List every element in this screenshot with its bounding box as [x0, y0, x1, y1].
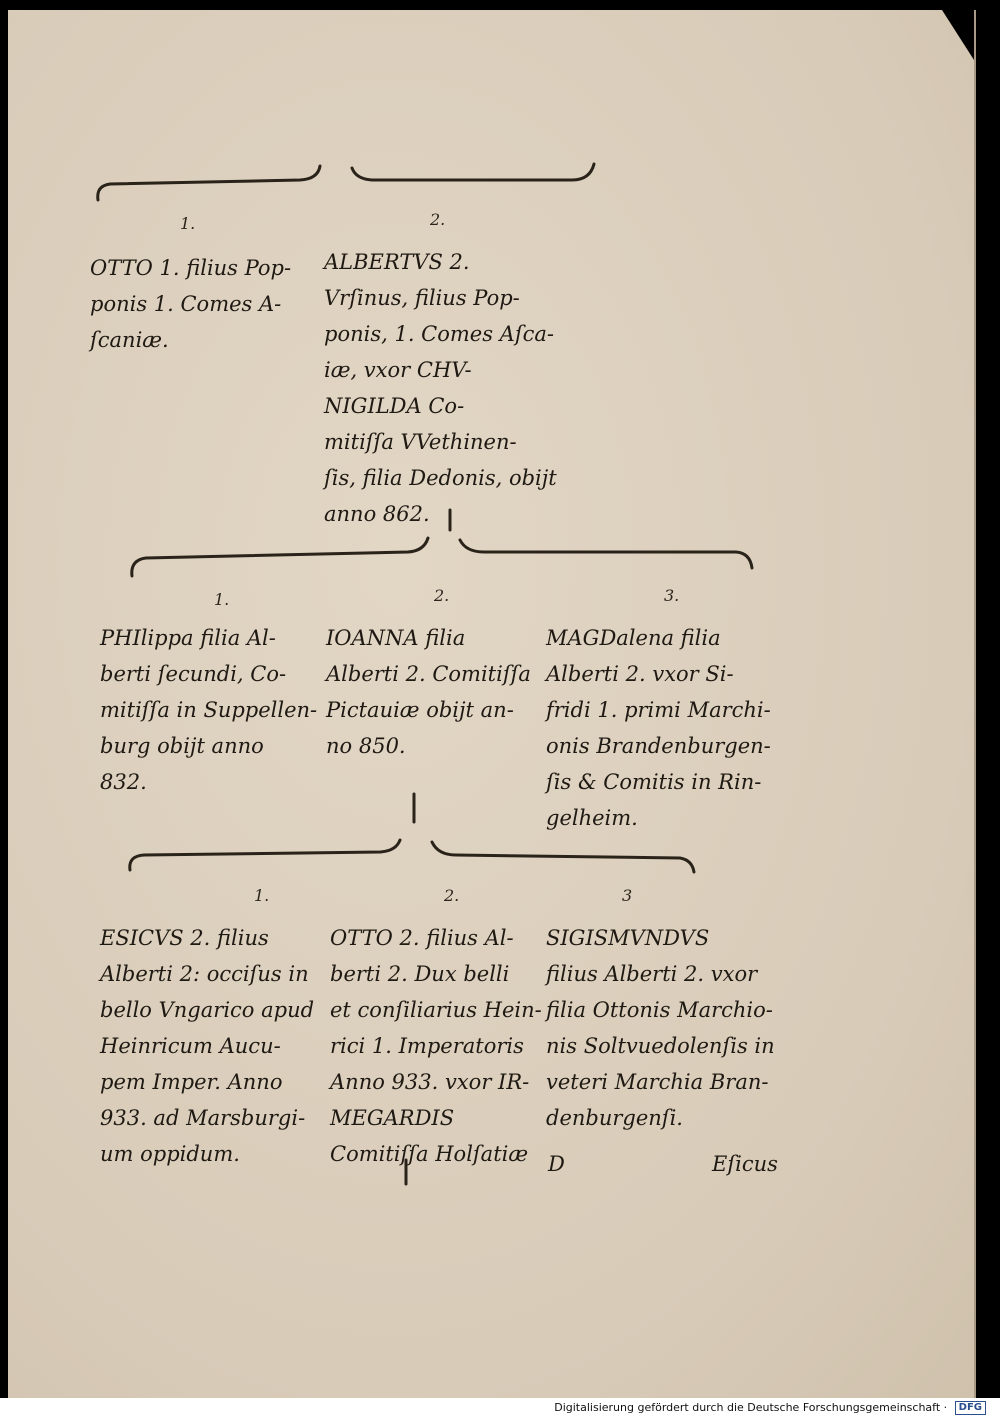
gen3-entry-sigismundus: SIGISMVNDVS filius Alberti 2. vxor filia Ottonis Marchio- nis Soltvuedolenſis in veteri Marchia Bran- denburgenſi. — [546, 926, 775, 1130]
gen2-entry-ioanna: IOANNA filia Alberti 2. Comitiſſa Pictauiæ obijt an- no 850. — [326, 626, 531, 758]
gen1-entry-albertus: ALBERTVS 2. Vrſinus, filius Pop- ponis, 1. Comes Aſca- iæ, vxor CHV- NIGILDA Co- mitiſſa VVethinen- ſis, filia Dedonis, obijt anno 862. — [324, 250, 557, 526]
gen1-entry-otto: OTTO 1. filius Pop- ponis 1. Comes A- ſcaniæ. — [90, 256, 292, 352]
bracket-left-1 — [98, 166, 320, 200]
gen1-number-1: 1. — [180, 214, 196, 233]
dfg-logo: DFG — [955, 1401, 986, 1415]
gen1-number-2: 2. — [430, 210, 446, 229]
gen3-number-2: 2. — [444, 886, 460, 905]
footer-credit — [554, 1401, 986, 1415]
signature-mark: D — [548, 1152, 565, 1176]
gen2-entry-philippa: PHIlippa filia Al- berti ſecundi, Co- mitiſſa in Suppellen- burg obijt anno 832. — [100, 626, 318, 794]
footer-bar — [0, 1398, 1000, 1420]
bracket-right-3 — [432, 842, 694, 872]
bracket-left-2 — [132, 538, 428, 576]
catchword: Eſicus — [712, 1152, 778, 1176]
bracket-right-2 — [460, 540, 752, 568]
gen2-number-3: 3. — [664, 586, 680, 605]
footer-credit-text: Digitalisierung gefördert durch die Deutsche Forschungsgemeinschaft · — [554, 1401, 948, 1414]
gen3-entry-otto: OTTO 2. filius Al- berti 2. Dux belli et conſiliarius Hein- rici 1. Imperatoris Anno 933. vxor IR- MEGARDIS Comitiſſa Holſatiæ — [330, 926, 542, 1166]
gen3-entry-esicus: ESICVS 2. filius Alberti 2: occiſus in bello Vngarico apud Heinricum Aucu- pem Imper. Anno 933. ad Marsburgi- um oppidum. — [100, 926, 315, 1166]
bracket-left-3 — [130, 840, 400, 870]
gen2-number-2: 2. — [434, 586, 450, 605]
bracket-right-1 — [352, 164, 594, 180]
gen2-entry-magdalena: MAGDalena filia Alberti 2. vxor Si- fridi 1. primi Marchi- onis Brandenburgen- ſis & Comitis in Rin- gelheim. — [546, 626, 771, 830]
gen2-number-1: 1. — [214, 590, 230, 609]
gen3-number-3: 3 — [622, 886, 633, 905]
gen3-number-1: 1. — [254, 886, 270, 905]
